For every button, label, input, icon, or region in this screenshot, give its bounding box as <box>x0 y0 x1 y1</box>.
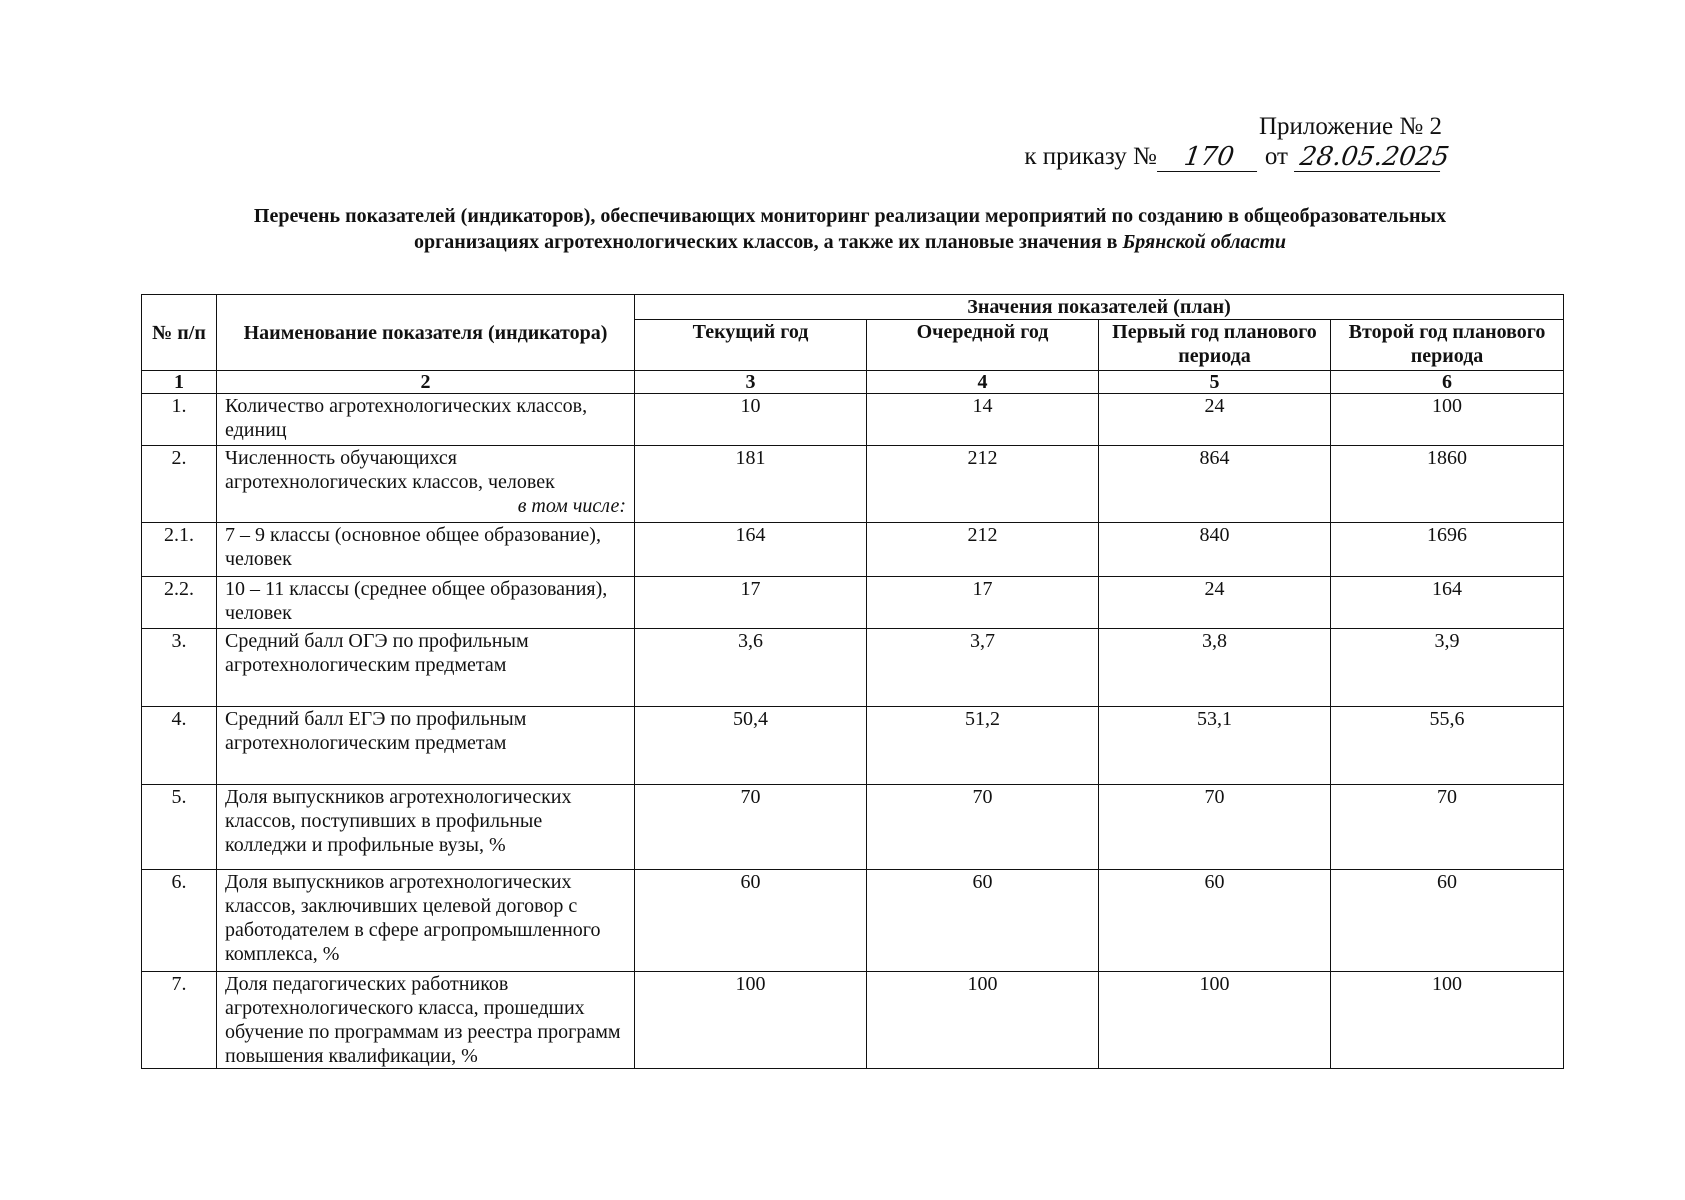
row-indicator-cell <box>217 394 635 446</box>
row-value-v6: 70 <box>1331 785 1564 870</box>
row-indicator-name: Доля выпускников агротехнологических классов, поступивших в профильные колледжи и профильные вузы, % <box>225 786 572 856</box>
table-row <box>142 629 1564 707</box>
colnum-6: 6 <box>1331 371 1564 394</box>
header-col3: Текущий год <box>635 320 867 371</box>
row-value-v6: 100 <box>1331 394 1564 446</box>
row-value-v6: 55,6 <box>1331 707 1564 785</box>
row-value-v3: 17 <box>635 577 867 629</box>
row-indicator-name: Численность обучающихся агротехнологических классов, человек <box>225 447 555 493</box>
row-value-v5: 3,8 <box>1099 629 1331 707</box>
header-no: № п/п <box>142 295 217 371</box>
row-number: 1. <box>142 394 217 446</box>
row-indicator-cell <box>217 870 635 972</box>
title-line-2 <box>130 229 1570 255</box>
row-value-v5: 24 <box>1099 577 1331 629</box>
order-date: 28.05.2025 <box>1294 143 1444 172</box>
title-line-1: Перечень показателей (индикаторов), обеспечивающих мониторинг реализации мероприятий по созданию в общеобразовательных <box>253 205 1447 227</box>
header-col4: Очередной год <box>867 320 1099 371</box>
table-row <box>142 707 1564 785</box>
row-indicator-name: 10 – 11 классы (среднее общее образования), человек <box>225 578 608 624</box>
row-value-v4: 14 <box>867 394 1099 446</box>
row-value-v4: 17 <box>867 577 1099 629</box>
row-indicator-name: Средний балл ОГЭ по профильным агротехнологическим предметам <box>225 630 529 676</box>
row-value-v6: 60 <box>1331 870 1564 972</box>
row-value-v5: 840 <box>1099 523 1331 577</box>
row-value-v5: 60 <box>1099 870 1331 972</box>
row-value-v4: 70 <box>867 785 1099 870</box>
colnum-2: 2 <box>217 371 635 394</box>
date-prefix: от <box>1264 143 1288 170</box>
row-value-v4: 51,2 <box>867 707 1099 785</box>
row-value-v5: 864 <box>1099 446 1331 523</box>
row-value-v5: 53,1 <box>1099 707 1331 785</box>
table-row <box>142 523 1564 577</box>
row-indicator-cell <box>217 785 635 870</box>
row-value-v5: 70 <box>1099 785 1331 870</box>
row-value-v6: 100 <box>1331 972 1564 1069</box>
row-value-v6: 1860 <box>1331 446 1564 523</box>
annex-block <box>1024 112 1452 172</box>
row-number: 3. <box>142 629 217 707</box>
row-indicator-cell <box>217 629 635 707</box>
row-value-v3: 181 <box>635 446 867 523</box>
row-value-v6: 164 <box>1331 577 1564 629</box>
row-indicator-name: Средний балл ЕГЭ по профильным агротехнологическим предметам <box>225 708 527 754</box>
row-value-v3: 164 <box>635 523 867 577</box>
row-indicator-cell <box>217 972 635 1069</box>
row-value-v3: 60 <box>635 870 867 972</box>
header-col5: Первый год планового периода <box>1099 320 1331 371</box>
row-value-v3: 70 <box>635 785 867 870</box>
header-values-group: Значения показателей (план) <box>635 295 1564 320</box>
table-row <box>142 577 1564 629</box>
table-row <box>142 394 1564 446</box>
row-value-v4: 3,7 <box>867 629 1099 707</box>
annex-title: Приложение № 2 <box>1258 113 1442 140</box>
table-row <box>142 785 1564 870</box>
row-number: 2.2. <box>142 577 217 629</box>
row-number: 2.1. <box>142 523 217 577</box>
row-indicator-name: 7 – 9 классы (основное общее образование), человек <box>225 524 601 570</box>
row-value-v5: 24 <box>1099 394 1331 446</box>
row-indicator-cell <box>217 707 635 785</box>
row-number: 7. <box>142 972 217 1069</box>
document-title <box>130 203 1570 255</box>
order-number: 170 <box>1157 143 1261 172</box>
row-subnote: в том числе: <box>517 495 626 517</box>
table-body <box>142 394 1564 1069</box>
row-indicator-name: Количество агротехнологических классов, единиц <box>225 395 588 441</box>
column-numbers-row <box>142 371 1564 394</box>
colnum-1: 1 <box>142 371 217 394</box>
row-number: 4. <box>142 707 217 785</box>
indicators-table <box>141 294 1564 1069</box>
row-number: 2. <box>142 446 217 523</box>
row-value-v3: 50,4 <box>635 707 867 785</box>
colnum-3: 3 <box>635 371 867 394</box>
row-indicator-cell <box>217 523 635 577</box>
row-number: 6. <box>142 870 217 972</box>
row-value-v4: 212 <box>867 446 1099 523</box>
row-value-v6: 3,9 <box>1331 629 1564 707</box>
colnum-5: 5 <box>1099 371 1331 394</box>
header-row-1 <box>142 295 1564 320</box>
row-value-v3: 3,6 <box>635 629 867 707</box>
table-row <box>142 972 1564 1069</box>
row-value-v6: 1696 <box>1331 523 1564 577</box>
row-value-v4: 100 <box>867 972 1099 1069</box>
order-prefix: к приказу № <box>1024 143 1157 170</box>
row-indicator-name: Доля педагогических работников агротехнологического класса, прошедших обучение по программам из реестра программ повышения квалификации, % <box>225 973 621 1067</box>
order-reference <box>1024 142 1452 172</box>
header-name: Наименование показателя (индикатора) <box>217 295 635 371</box>
title-line-2-text: организациях агротехнологических классов, а также их плановые значения в <box>413 231 1118 253</box>
title-region: Брянской области <box>1122 231 1287 253</box>
row-value-v4: 212 <box>867 523 1099 577</box>
row-value-v4: 60 <box>867 870 1099 972</box>
row-indicator-cell <box>217 577 635 629</box>
table-row <box>142 446 1564 523</box>
row-value-v3: 100 <box>635 972 867 1069</box>
colnum-4: 4 <box>867 371 1099 394</box>
header-col6: Второй год планового периода <box>1331 320 1564 371</box>
table-row <box>142 870 1564 972</box>
row-value-v5: 100 <box>1099 972 1331 1069</box>
row-indicator-cell <box>217 446 635 523</box>
row-indicator-name: Доля выпускников агротехнологических классов, заключивших целевой договор с работодателем в сфере агропромышленного комплекса, % <box>225 871 601 965</box>
row-number: 5. <box>142 785 217 870</box>
row-value-v3: 10 <box>635 394 867 446</box>
